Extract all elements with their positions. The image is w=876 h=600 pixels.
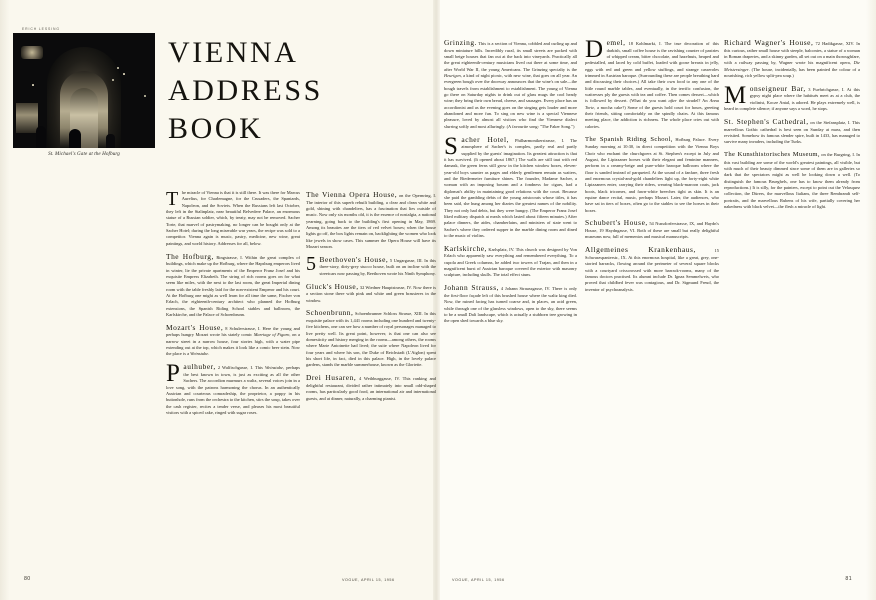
article-entry-opera — [306, 190, 436, 250]
article-entry-strauss — [444, 283, 577, 324]
photo-figure — [106, 134, 115, 148]
article-entry-monseigneur — [724, 81, 860, 113]
entry-body: 72 Hadikgasse, XIV. In this curious, rather small house with steeple, balconies, a statue of a woman in Roman draperies, and a skinny garden, all set out on a main thoroughfare, with a railway passing by, Wagner wrote his magnificent opera, Die Meistersinger. (The house, incidentally, has been painted the colour of a nourishing, rich yellow split-pea soup.) — [724, 41, 860, 78]
entry-heading: Karlskirche, — [444, 243, 487, 253]
entry-heading: Richard Wagner's House, — [724, 38, 814, 47]
photo-side-window — [16, 103, 38, 133]
folio-page-number-left: 80 — [24, 576, 31, 582]
title-line-3: BOOK — [168, 112, 264, 145]
entry-body: he miracle of Vienna is that it is still there. It was there for Marcus Aurelius, for Charlemagne, for the Crusaders, the Spaniards, Napoleon, and the Soviets. When the Russians left last October, they left in the Stalinplatz, near beautiful Belvedere Palace, an enormous statue of a Russian soldier, which, by treaty, may not be removed. Sacher Torte, that marvel of pastrymaking, no longer can be bought only at the Sacher Hotel; during the long miserable war years, the recipe was sold to a competitor. Vienna again is music, pastry, medicine, new wine, great paintings, and world history. Addresses for all, below. — [166, 190, 300, 246]
photo-figure — [69, 129, 81, 148]
photo-lamp — [21, 46, 43, 59]
entry-heading: acher Hotel, — [461, 134, 510, 144]
article-entry-sacher — [444, 132, 578, 240]
page-title — [168, 34, 413, 148]
photo-highlight — [32, 84, 34, 86]
entry-body: 4 Johann Straussgasse, IV. There is only the first-floor façade left of this brushed house where the waltz king died. Now, the ruined facing has turned coarse and, in places, an acid green, while through one of the glassless windows, open to the sky, there seems to be a small Dali landscape, which is actually a stubborn tree growing in the open shed towards a blue sky. — [444, 286, 577, 324]
entry-heading: aulhuber, — [183, 362, 216, 372]
text-column-1 — [166, 190, 300, 555]
drop-cap: 5 — [306, 252, 316, 275]
entry-heading: Drei Husaren, — [306, 373, 357, 383]
entry-body: 32 Wiedner Hauptstrasse, IV. Now there is a section stone there with pink and white and green brassieres in the window. — [306, 284, 436, 303]
article-entry-wagner — [724, 38, 860, 79]
title-line-2: ADDRESS — [168, 74, 323, 107]
entry-body: Ringstrasse, I. Within the great complex of buildings, which make up the Hofburg, where the Hapsburg emperors lived in winter, lie the private apartments of the Emperor Franz Josef and his exquisite Empress Elizabeth. The string of rich rooms goes on for what seem like miles, with the next to the last room, the great Imperial dining room with the table freshly laid for the non-existent Emperor and his court. At the Hofburg one might as well learn for all time the same, Fischer von Erlach, the eighteenth-century architect who planned the Hofburg extensions, the Spanish Riding School stables and ballroom, the Karlskirche, and the Palace of Schoenbrunn. — [166, 254, 300, 317]
entry-body: 2 Walfischgasse, I. This Weinstube, perhaps the best known in town, is just as exciting as all the other Sachers. The accordion murmurs a waltz, several voices join in a love song, with the patrons harmoning the chorus. In an authentically Austrian and courteous comradeship, the proprietor, a poppy in his buttonhole, runs from the orchestra to the kitchen, stirs the soup, takes over the cash register, recites a tender verse, and pleases his most beautiful visitors with a spiced cake, ringed with sugar roses. — [166, 365, 300, 415]
text-column-4 — [585, 38, 719, 555]
entry-body: Karlsplatz, IV. This church was designed by Von Erlach who apparently saw everything and remembered everything. To a cupola and Greek columns, he added two towers of Trajan, and then in a magnificent burst of Austrian baroque covered the exterior with masonry sculpture, including skulls. The total effect stuns. — [444, 246, 577, 278]
text-column-2 — [306, 190, 436, 555]
article-entry-schoenbrunn — [306, 308, 436, 368]
entry-heading: The Kunsthistorisches Museum, — [724, 151, 820, 159]
article-entry-paulhuber — [166, 362, 300, 416]
entry-body: Hofburg Palace. Every Sunday morning at 10:30, in direct competition with the Vienna Boys Choir who enchant the churchgoers at St. Stephen's except in July and August, the Lipizzaner horses with their elegant and feminine manners, perform in a creamy-beige and pure-white baroque ballroom where the floor is sanded instead of parqueted. At the sound of a fanfare, three fresh and enormous crystal-and-gold chandeliers light up, the forty-eight white Lipizzaners enter, carrying their riders, wearing black-maroon coats, jack boots, black tricornes, and fawn-white breeches tight as skin. It is an equine dance recital, music, perhaps Mozart. Later, the audiences, who have sat in tiers of boxes, often go to the stables to see the horses in their boxes. — [585, 136, 719, 213]
drop-cap: D — [585, 36, 604, 63]
article-entry-drei — [306, 373, 436, 402]
page-edge-shading-right — [866, 0, 876, 600]
entry-body: This is a section of Vienna, cobbled and curling up and down miniature hills. Incredibly rural, its small streets are packed with small beige houses that fan out at the back into vineyards. Practically all the great eighteenth-century musicians lived out there at some time, and after World War II, the young Americans. The Grinzing specialty is the Heurigen, a kind of night picnic, with new wine, that goes on all year. An evergreen bough over the doorway announces that the wine's on sale—the bough travels from establishment to establishment. The young of Vienna go there on Saturday nights to drink out of glass mugs the cool heady wine; they bring their own bread, cheese, and sausages. Every place has an accordionist and as the evening goes on the singing gets louder and more abandoned and more fun. To sing on new wine is a special Viennese pleasure, loved by almost all visitors who find the Viennese dialect slurring softly and most alluringly. (A favourite song: "The Faker Song.") — [444, 41, 577, 129]
entry-heading: Schubert's House, — [585, 218, 648, 228]
article-entry-mozart — [166, 323, 300, 358]
entry-body: on the Burgring, I. In this vast building are some of the world's greatest paintings, all visible, but with much of their beauty dimmed since some of them are in galleries so dark that the spectators might as well be looking down a well. (To distinguish the famous Brueghels, one has to know them already from reproductions.) It is silly, for the painters, except to point out the Velasquez collection, the Dürers, the marvellous Italians, the three Rembrandt self-portraits, and the marvellous Rubens of his wife, partially covering her nakedness with black velvet—the flesh a miracle of light. — [724, 152, 861, 210]
article-entry-allgemeines — [585, 245, 719, 293]
entry-heading: The Spanish Riding School, — [585, 135, 673, 143]
entry-heading: Schoenbrunn, — [306, 308, 354, 318]
entry-body: 8 Schulerstrasse, I. Here the young and perhaps hungry Mozart wrote his stately comic Marriage of Figaro, on a narrow street in a narrow house, four stories high, with a water pipe extending out at the top, which makes it look like a comic beer stein. Now the place is a Weinstube. — [166, 325, 300, 357]
article-entry-gluck — [306, 282, 436, 304]
entry-body: on the Opernring, I. The interior of this superb rebuilt building, a clear and clean white and gold, shining with chandeliers, has a fascination that lies outside of music. Now only six months old, it is the essence of nostalgia, a national yearning, going back to the building's first opening in May, 1869. Among its beauties are the tiers of red velvet boxes; when the house lights go off, the box lights remain on, backlighting the women who look like jewels in show cases. This summer the Opera House will have its Mozart season. — [306, 193, 437, 249]
article-entry-demel — [585, 38, 719, 130]
entry-heading: Mozart's House, — [166, 322, 224, 332]
photo-highlight — [123, 73, 125, 75]
photo-caption: St. Michael's Gate at the Hofburg — [48, 151, 120, 157]
entry-heading: Beethoven's House, — [319, 254, 389, 264]
entry-body: 4 Weihburggasse, IV. This ranking and delightful restaurant, divided rather intimately into small odd-shaped rooms, has particularly good food, an international air and international guests, and at dinner, naturally, a charming pianist. — [306, 376, 436, 401]
entry-body: 3 Fuehrichgasse, I. At this gypsy night place where the habitués meet as at a club, the violinist, Kocze Antal, is adored. He plays extremely well, is heard in complete silence; if anyone says a word, he stops. — [724, 86, 860, 112]
photo-highlight — [144, 95, 146, 97]
imprint-left: VOGUE, APRIL 15, 1956 — [342, 578, 395, 582]
photo-st-michaels-gate — [13, 33, 155, 148]
entry-body: on the Stefansplatz, I. This marvellous Gothic cathedral is best seen on Sunday at mass, and then revisited. Somehow its famous slender spire, built in 1433, has managed to survive many invaders, including the Turks. — [724, 119, 860, 145]
article-entry-intro — [166, 190, 300, 247]
article-entry-kunsthistorisches — [724, 150, 860, 210]
entry-body: 54 Nussdorferstrasse, IX, and Haydn's House, 19 Haydngasse, VI. Both of these are small but really delightful museums now, full of mementos and musical manuscripts. — [585, 221, 719, 240]
text-column-5 — [724, 38, 860, 555]
photo-highlight — [117, 67, 119, 69]
entry-body: 5 Ungargasse, III. In this three-story, dirty-grey stucco house, built on an incline with the streetcars now passing by, Beethoven wrote his Ninth Symphony. — [319, 257, 436, 276]
entry-heading: St. Stephen's Cathedral, — [724, 116, 809, 126]
article-entry-stephens — [724, 117, 860, 146]
entry-heading: The Hofburg, — [166, 251, 214, 261]
drop-cap: S — [444, 132, 458, 160]
entry-body: 18 Kohlmarkt, I. The true decoration of this darkish, small coffee house is the ravishing counter of pastries of whipped cream, bitter chocolate, and hazelnuts, heaped and pedestalled, and laced by cold buffet, loaded with goose breasts in jelly, eggs with red and green and yellow stuffings, and strange casseroles trimmed in Austrian baroque. (Surrounding these are people breathing hard and discussing their choices.) All take their own food to any one of the little round marble tables, and eventually, in the terrific confusion, the waitresses ply the guests with tea and coffee. Then comes dessert—which is followed by dessert. (What do you want after the strudel? An Anna Torte, a mocha cake?) Some of the guests hold court for hours, greeting their friends, sitting comfortably on the spindly chairs. At this famous meeting place, the addiction is richness. The whole place cries out with calories. — [585, 41, 719, 129]
imprint-right: VOGUE, APRIL 15, 1956 — [452, 578, 505, 582]
article-entry-karlskirche — [444, 244, 577, 279]
text-column-3 — [444, 38, 577, 555]
page-edge-shading-left — [0, 0, 10, 600]
entry-heading: onseigneur Bar, — [749, 83, 806, 93]
article-entry-grinzing — [444, 38, 577, 130]
entry-body: Schoenbrunner Schloss Strasse, XIII. In this exquisite palace with its 1,441 rooms including one hundred and twenty-five kitchens, one can see how a number of royal personages managed to live pretty well. Its great point, however, is that one can also see domesticity and history merging in the rooms—among others, the rooms where Marie Antoinette had lived; the suite where Napoleon lived for four years and where his son, the Duke of Reichstadt (L'Aiglon) spent his short life, in fact, died in this palace. High, in the lovely palace gardens, stands the marble summerhouse, known as the Gloriette. — [306, 311, 436, 368]
article-entry-beethoven — [306, 252, 436, 277]
photo-highlight — [112, 79, 114, 81]
title-line-1: VIENNA — [168, 36, 299, 69]
drop-cap: T — [166, 188, 179, 210]
entry-heading: Allgemeines Krankenhaus, — [585, 245, 696, 255]
entry-heading: Johann Strauss, — [444, 283, 500, 293]
article-entry-riding — [585, 135, 719, 214]
entry-heading: emel, — [606, 38, 626, 47]
entry-body: Philharmonikerstrasse, I. The atmosphere of Sacher's is complex, partly real and partly supplied by the guests' imagination. Its greatest attraction is that it has survived. (It opened about 1867.) The walls are still taut with red damask, the green ferns still grow in the kitchen window boxes, eleven-year-old boys saunter as pages and elderly gentlemen remain as waiters, and the Biedermeier furniture shines. The founder, Madame Sacher, a woman with an imposing bosom and a fondness for cigars, had a diplomat's ability in maintaining good relations with the court. Because she paid the gambling debts of the young aristocrats whose titles, it has been said, she hung among her diaries the greatest names of the nobility. They not only had debts, but they were hungry. (The Emperor Franz Josef liked military dispatch at meals which lasted about fifteen minutes.) After palace dinners, the aides, chamberlains, and ministers of state went to Sacher's where they ordered supper in the marble dining room and dined to the music of violins. — [444, 137, 578, 238]
photo-figure — [36, 126, 46, 148]
entry-body: 15 Schwarzspanierstr., IX. At this enormous hospital, like a great, grey, one-storied barracks, flowing around the perimeter of several square blocks with a courtyard crisscrossed with more barrack-rooms, many of the famous doctors practised. Its alumni include Dr. Ignaz Semmelweis, who proved that childbed fever was contagious, and Dr. Sigmund Freud, the inventor of psychoanalysis. — [585, 248, 719, 292]
article-entry-schuberts — [585, 218, 719, 240]
article-entry-hofburg — [166, 252, 300, 319]
drop-cap: M — [724, 81, 747, 109]
entry-heading: The Vienna Opera House, — [306, 190, 398, 199]
folio-page-number-right: 81 — [845, 576, 852, 582]
drop-cap: P — [166, 360, 180, 388]
entry-heading: Grinzing. — [444, 38, 478, 47]
entry-heading: Gluck's House, — [306, 281, 359, 291]
photo-credit: ERICH LESSING — [22, 27, 60, 31]
